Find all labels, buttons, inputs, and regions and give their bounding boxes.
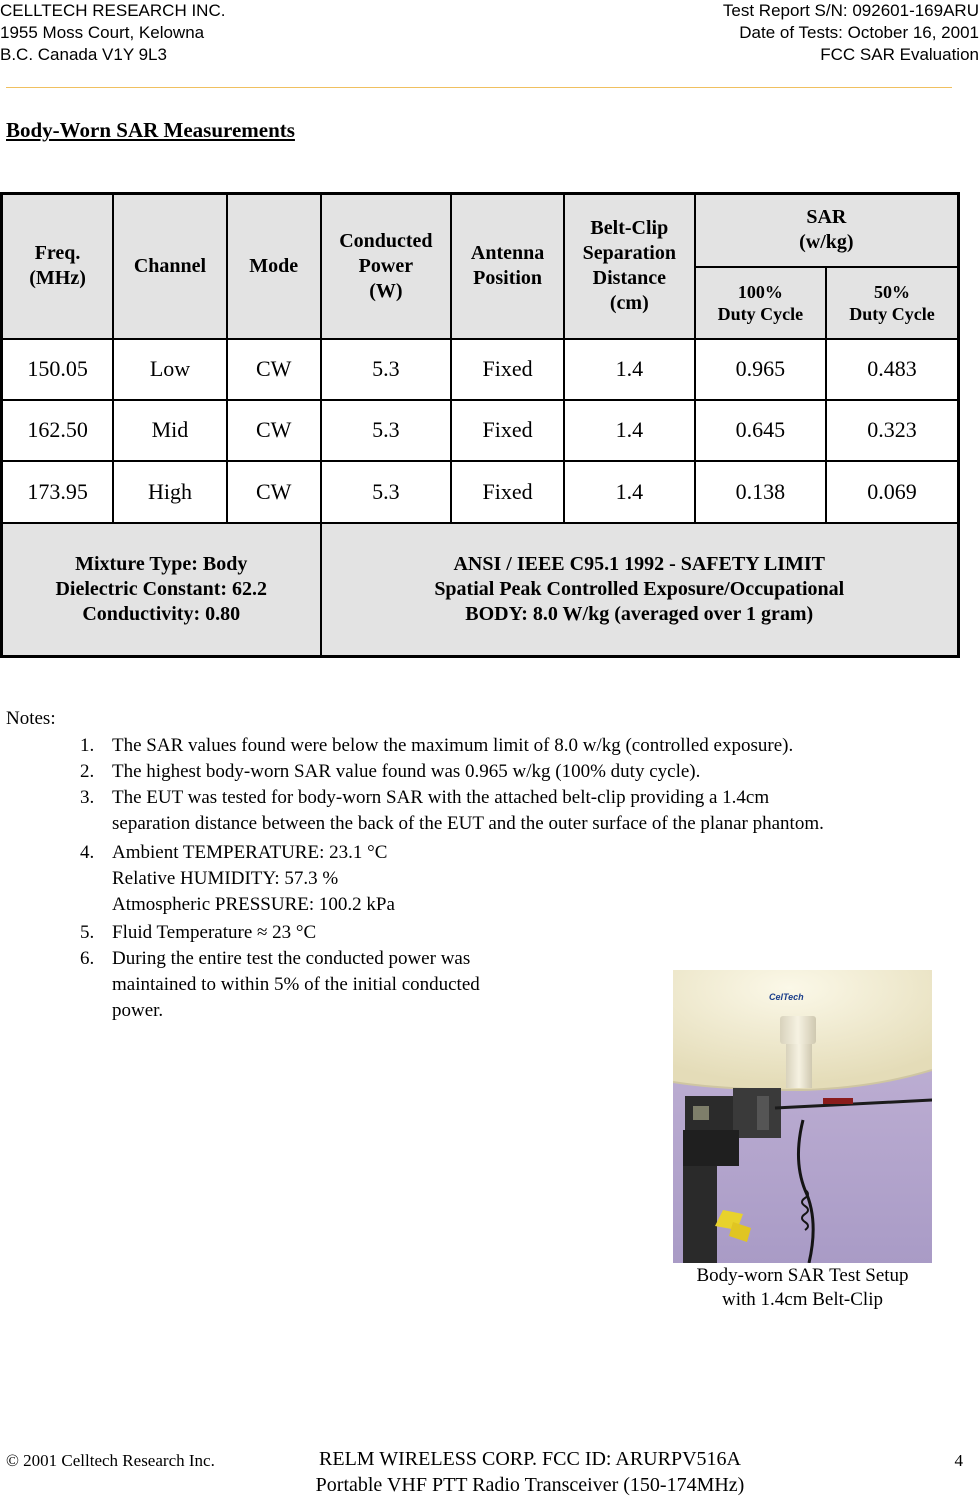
cell-freq: 173.95 bbox=[2, 461, 114, 523]
evaluation-type: FCC SAR Evaluation bbox=[820, 45, 979, 64]
page-header-left bbox=[0, 0, 225, 66]
note-item: 5. Fluid Temperature ≈ 23 °C bbox=[80, 922, 317, 943]
cell-antenna: Fixed bbox=[451, 400, 564, 461]
section-title: Body-Worn SAR Measurements bbox=[6, 118, 295, 142]
note-item: 6. During the entire test the conducted power was maintained to within 5% of the initial conducted power. bbox=[80, 948, 480, 1021]
cell-channel: High bbox=[113, 461, 227, 523]
cell-channel: Mid bbox=[113, 400, 227, 461]
photo-caption: Body-worn SAR Test Setup with 1.4cm Belt-Clip bbox=[696, 1265, 909, 1310]
header-power: Conducted Power (W) bbox=[321, 194, 452, 339]
header-channel: Channel bbox=[113, 194, 227, 339]
cell-belt: 1.4 bbox=[564, 461, 695, 523]
footer-product-desc: Portable VHF PTT Radio Transceiver (150-174MHz) bbox=[315, 1474, 745, 1496]
cell-belt: 1.4 bbox=[564, 339, 695, 400]
test-setup-photo bbox=[673, 970, 932, 1263]
report-serial: Test Report S/N: 092601-169ARU bbox=[722, 1, 979, 20]
cell-sar-50: 0.323 bbox=[826, 400, 958, 461]
note-item: 2. The highest body-worn SAR value found was 0.965 w/kg (100% duty cycle). bbox=[80, 761, 701, 782]
header-belt-clip: Belt-Clip Separation Distance (cm) bbox=[564, 194, 695, 339]
header-freq: Freq. (MHz) bbox=[2, 194, 114, 339]
header-duty-50: 50% Duty Cycle bbox=[826, 267, 958, 339]
notes-label: Notes: bbox=[6, 708, 56, 729]
cell-sar-50: 0.069 bbox=[826, 461, 958, 523]
header-antenna: Antenna Position bbox=[451, 194, 564, 339]
cell-sar-100: 0.645 bbox=[695, 400, 826, 461]
cell-antenna: Fixed bbox=[451, 339, 564, 400]
cell-sar-100: 0.138 bbox=[695, 461, 826, 523]
page-header-right bbox=[723, 0, 979, 66]
cell-freq: 162.50 bbox=[2, 400, 114, 461]
footer-product bbox=[230, 1446, 830, 1498]
cell-mode: CW bbox=[227, 461, 321, 523]
cell-antenna: Fixed bbox=[451, 461, 564, 523]
table-footer-row bbox=[2, 523, 959, 657]
footer-copyright: © 2001 Celltech Research Inc. bbox=[6, 1451, 215, 1470]
cell-freq: 150.05 bbox=[2, 339, 114, 400]
header-mode: Mode bbox=[227, 194, 321, 339]
table-row bbox=[2, 400, 959, 461]
table-row bbox=[2, 339, 959, 400]
cell-channel: Low bbox=[113, 339, 227, 400]
company-name: CELLTECH RESEARCH INC. bbox=[0, 1, 226, 20]
cell-power: 5.3 bbox=[321, 461, 452, 523]
cell-sar-100: 0.965 bbox=[695, 339, 826, 400]
cell-power: 5.3 bbox=[321, 400, 452, 461]
header-duty-100: 100% Duty Cycle bbox=[695, 267, 826, 339]
cell-sar-50: 0.483 bbox=[826, 339, 958, 400]
cell-mode: CW bbox=[227, 400, 321, 461]
header-sar: SAR (w/kg) bbox=[695, 194, 959, 267]
footer-fcc-id: RELM WIRELESS CORP. FCC ID: ARURPV516A bbox=[319, 1448, 741, 1470]
cell-power: 5.3 bbox=[321, 339, 452, 400]
test-date: Date of Tests: October 16, 2001 bbox=[739, 23, 979, 42]
mixture-info: Mixture Type: Body Dielectric Constant: 62.2 Conductivity: 0.80 bbox=[2, 523, 321, 657]
phantom-logo: CelTech bbox=[769, 992, 804, 1002]
table-row bbox=[2, 461, 959, 523]
note-item: 1. The SAR values found were below the maximum limit of 8.0 w/kg (controlled exposure). bbox=[80, 735, 794, 756]
safety-limit-info: ANSI / IEEE C95.1 1992 - SAFETY LIMIT Spatial Peak Controlled Exposure/Occupational BODY: 8.0 W/kg (averaged over 1 gram) bbox=[321, 523, 959, 657]
note-item: 3. The EUT was tested for body-worn SAR with the attached belt-clip providing a 1.4cm separation distance between the back of the EUT and the outer surface of the planar phantom. bbox=[80, 787, 824, 834]
company-address-2: B.C. Canada V1Y 9L3 bbox=[0, 45, 167, 64]
note-item: 4. Ambient TEMPERATURE: 23.1 °C Relative HUMIDITY: 57.3 % Atmospheric PRESSURE: 100.2 kPa bbox=[80, 842, 395, 915]
cell-mode: CW bbox=[227, 339, 321, 400]
page-number: 4 bbox=[954, 1451, 963, 1470]
sar-results-table bbox=[0, 192, 960, 658]
header-divider bbox=[6, 87, 952, 88]
cell-belt: 1.4 bbox=[564, 400, 695, 461]
company-address-1: 1955 Moss Court, Kelowna bbox=[0, 23, 205, 42]
